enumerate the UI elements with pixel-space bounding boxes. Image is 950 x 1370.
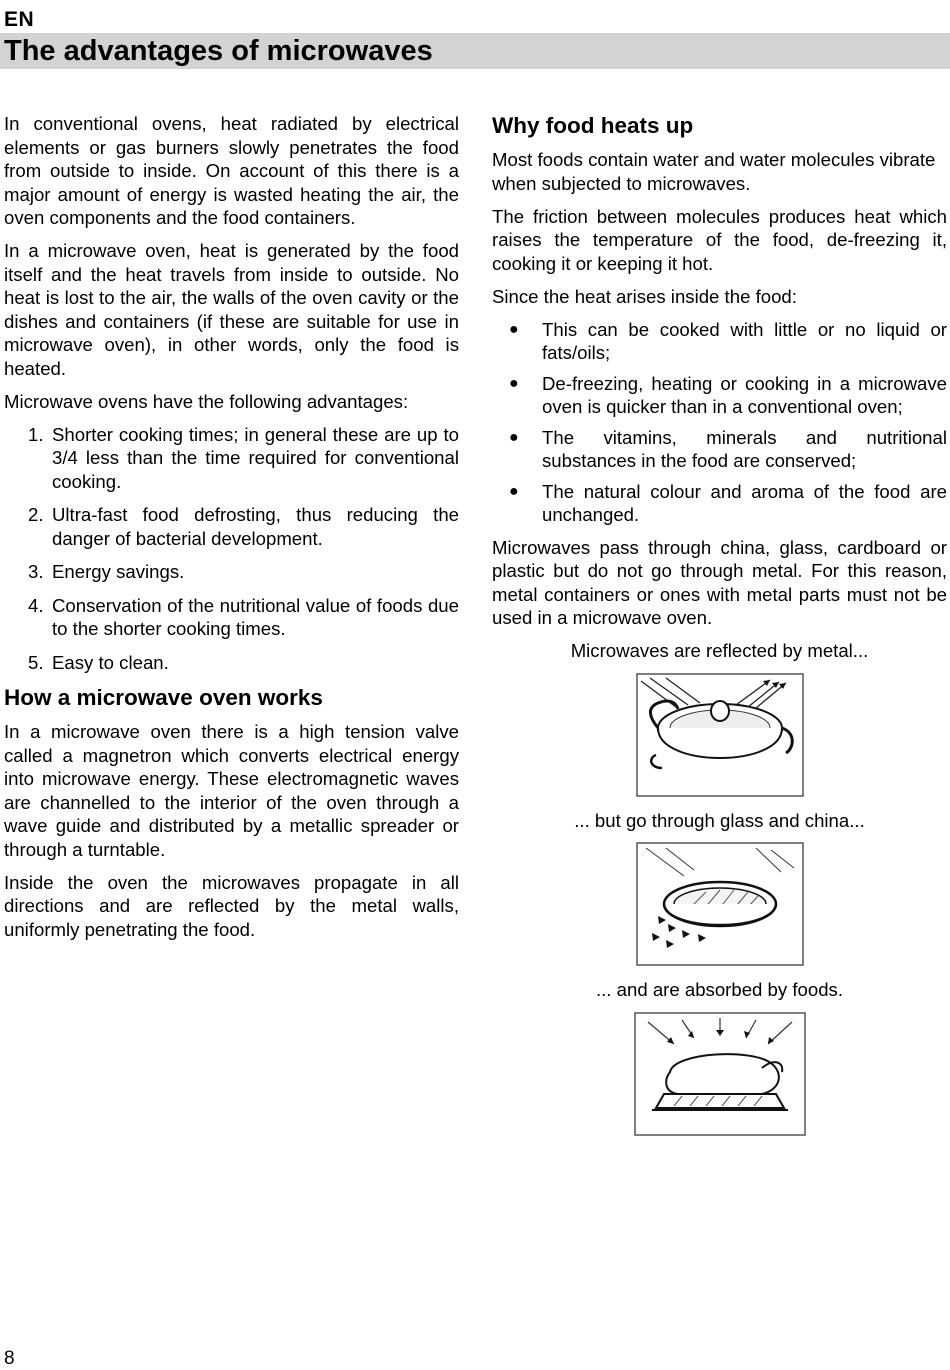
list-item — [492, 372, 947, 419]
left-column — [4, 112, 459, 951]
bullet-icon: ● — [509, 482, 519, 500]
food-roast-illustration — [634, 1012, 806, 1136]
list-item — [4, 594, 459, 641]
paragraph-heat-inside: Since the heat arises inside the food: — [492, 285, 797, 307]
section-heading-why-food-heats: Why food heats up — [492, 113, 694, 138]
glass-dish-illustration — [636, 842, 804, 966]
paragraph-propagation: Inside the oven the microwaves propagate in all directions and are reflected by the metal walls, uniformly penetrating the food. — [4, 871, 459, 940]
right-column — [492, 112, 947, 1136]
list-item — [4, 651, 459, 675]
list-item-text: This can be cooked with little or no liquid or fats/oils; — [542, 318, 947, 363]
caption-glass: ... but go through glass and china... — [574, 809, 865, 831]
list-item-text: Conservation of the nutritional value of foods due to the shorter cooking times. — [52, 594, 459, 639]
language-code: EN — [4, 8, 35, 31]
list-item-text: The natural colour and aroma of the food are unchanged. — [542, 480, 947, 525]
list-item — [492, 318, 947, 365]
list-item-text: Shorter cooking times; in general these are up to 3/4 less than the time required for conventional cooking. — [52, 423, 459, 492]
list-number: 2. — [28, 504, 44, 525]
list-item-text: The vitamins, minerals and nutritional substances in the food are conserved; — [542, 426, 947, 471]
paragraph-microwave-oven-heat: In a microwave oven, heat is generated by the food itself and the heat travels from inside to outside. No heat is lost to the air, the walls of the oven cavity or the dishes and containers (if these are suitable for use in microwave oven), in other words, only the food is heated. — [4, 240, 459, 379]
list-item — [492, 426, 947, 473]
page-number: 8 — [4, 1348, 15, 1369]
advantages-list — [4, 423, 459, 675]
list-item-text: De-freezing, heating or cooking in a microwave oven is quicker than in a conventional oven; — [542, 372, 947, 417]
list-number: 1. — [28, 423, 44, 445]
caption-metal: Microwaves are reflected by metal... — [570, 640, 869, 661]
list-item — [4, 560, 459, 584]
list-number: 5. — [28, 651, 44, 673]
list-item-text: Energy savings. — [52, 561, 185, 582]
metal-pot-illustration — [636, 673, 804, 797]
paragraph-conventional-ovens: In conventional ovens, heat radiated by electrical elements or gas burners slowly penetrates the food from outside to inside. On account of this there is a major amount of energy is wasted heating the air, the oven components and the food containers. — [4, 113, 459, 228]
list-item-text: Easy to clean. — [52, 651, 169, 673]
list-item — [492, 480, 947, 527]
paragraph-magnetron: In a microwave oven there is a high tension valve called a magnetron which converts electrical energy into microwave energy. These electromagnetic waves are channelled to the interior of the oven through a wave guide and distributed by a metallic spreader or through a turntable. — [4, 721, 459, 860]
heat-benefits-list — [492, 318, 947, 527]
title-bar — [0, 33, 950, 69]
list-item-text: Ultra-fast food defrosting, thus reducing the danger of bacterial development. — [52, 504, 459, 549]
list-item — [4, 423, 459, 494]
list-number: 3. — [28, 561, 44, 582]
list-number: 4. — [28, 594, 44, 616]
bullet-icon: ● — [509, 320, 519, 338]
bullet-icon: ● — [509, 374, 519, 392]
section-heading-how-it-works: How a microwave oven works — [4, 685, 323, 710]
page-title: The advantages of microwaves — [4, 35, 433, 67]
paragraph-water-molecules: Most foods contain water and water molecules vibrate when subjected to microwaves. — [492, 149, 936, 194]
caption-food: ... and are absorbed by foods. — [595, 979, 844, 1000]
bullet-icon: ● — [509, 428, 519, 446]
paragraph-materials: Microwaves pass through china, glass, cardboard or plastic but do not go through metal. For this reason, metal containers or ones with metal parts must not be used in a microwave oven. — [492, 536, 947, 628]
paragraph-advantages-intro: Microwave ovens have the following advantages: — [4, 390, 409, 412]
list-item — [4, 503, 459, 550]
paragraph-friction: The friction between molecules produces heat which raises the temperature of the food, de-freezing it, cooking it or keeping it hot. — [492, 205, 947, 274]
